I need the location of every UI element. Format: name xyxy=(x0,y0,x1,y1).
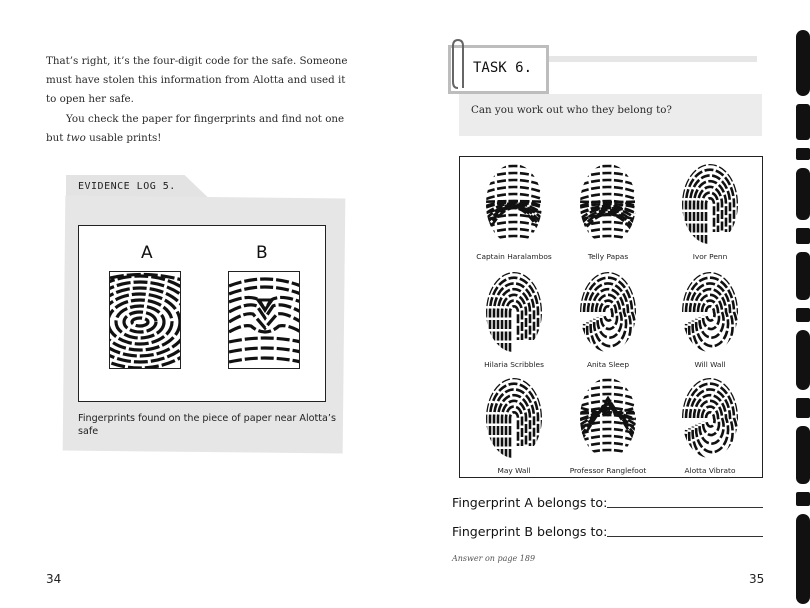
suspect-name: Ivor Penn xyxy=(692,252,728,261)
suspect-name: May Wall xyxy=(497,466,531,475)
fingerprint-loop-icon xyxy=(484,376,544,460)
page-number-left: 34 xyxy=(46,572,62,586)
fingerprint-a-icon xyxy=(110,272,181,369)
fingerprint-loop-icon xyxy=(484,270,544,354)
fingerprint-a xyxy=(109,271,181,369)
suspect-name: Will Wall xyxy=(694,360,726,369)
paragraph-2-end: usable prints! xyxy=(85,131,162,144)
fill-b-label: Fingerprint B belongs to: xyxy=(452,524,608,539)
fingerprint-loop-icon xyxy=(680,162,740,246)
paragraph-2-emphasis: two xyxy=(66,131,86,144)
print-a-label: A xyxy=(141,243,153,263)
fingerprint-tented-arch-icon xyxy=(484,162,544,246)
print-b-label: B xyxy=(256,243,268,263)
fingerprint-arch-icon xyxy=(578,162,638,246)
task-question: Can you work out who they belong to? xyxy=(471,104,672,116)
answer-note: Answer on page 189 xyxy=(452,554,536,563)
fill-a-line[interactable] xyxy=(607,507,763,508)
paperclip-icon xyxy=(449,38,469,92)
side-title-decoration xyxy=(792,30,810,608)
task-title: TASK 6. xyxy=(473,60,533,76)
suspect-name: Alotta Vibrato xyxy=(684,466,736,475)
fingerprint-b xyxy=(228,271,300,369)
paragraph-1: That’s right, it’s the four-digit code for the safe. Someone must have stolen this information from Alotta and used it to open her safe. xyxy=(46,55,348,106)
fill-a-label: Fingerprint A belongs to: xyxy=(452,495,608,510)
suspect-name: Anita Sleep xyxy=(586,360,630,369)
fingerprint-whorl-icon xyxy=(680,376,740,460)
page-number-right: 35 xyxy=(749,572,765,586)
fill-b-line[interactable] xyxy=(607,536,763,537)
suspect-name: Hilaria Scribbles xyxy=(484,360,544,369)
fingerprint-b-icon xyxy=(229,272,300,369)
suspect-name: Professor Ranglefoot xyxy=(569,466,647,475)
paragraph-2-start: You check the paper for fingerprints and find not one but xyxy=(46,112,345,144)
fingerprint-whorl-icon xyxy=(578,270,638,354)
paragraph-2 xyxy=(46,110,356,148)
story-text xyxy=(46,52,356,148)
task-header-strip xyxy=(549,56,757,62)
evidence-log-label: EVIDENCE LOG 5. xyxy=(78,181,176,192)
fingerprint-whorl-icon xyxy=(680,270,740,354)
suspect-name: Telly Papas xyxy=(587,252,629,261)
evidence-caption: Fingerprints found on the piece of paper near Alotta’s safe xyxy=(78,413,336,437)
suspect-name: Captain Haralambos xyxy=(476,252,552,261)
fingerprint-delta-icon xyxy=(578,376,638,460)
